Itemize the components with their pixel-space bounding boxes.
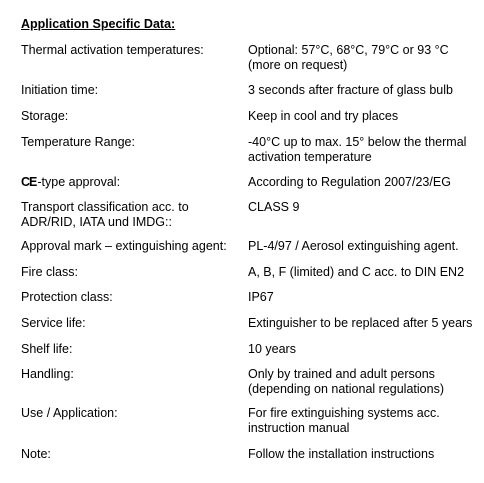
row-label: Approval mark – extinguishing agent: xyxy=(21,239,227,253)
row-label: Transport classification acc. to ADR/RID, IATA und IMDG:: xyxy=(21,200,189,229)
row-label xyxy=(21,175,241,190)
row-label: Service life: xyxy=(21,316,86,330)
row-value: According to Regulation 2007/23/EG xyxy=(248,175,451,189)
row-value: 10 years xyxy=(248,342,296,356)
row-label: Shelf life: xyxy=(21,342,73,356)
row-value: A, B, F (limited) and C acc. to DIN EN2 xyxy=(248,265,465,279)
row-value: Only by trained and adult persons (depending on national regulations) xyxy=(248,367,444,396)
row-value: Follow the installation instructions xyxy=(248,447,435,461)
row-value: For fire extinguishing systems acc. instruction manual xyxy=(248,406,440,435)
row-label: Handling: xyxy=(21,367,74,381)
row-value: CLASS 9 xyxy=(248,200,300,214)
row-label: Thermal activation temperatures: xyxy=(21,43,204,57)
row-label-text: -type approval: xyxy=(37,175,121,189)
row-value: IP67 xyxy=(248,290,274,304)
ce-mark-icon: CE xyxy=(21,175,37,189)
row-label: Note: xyxy=(21,447,51,461)
row-value: PL-4/97 / Aerosol extinguishing agent. xyxy=(248,239,459,253)
row-value: 3 seconds after fracture of glass bulb xyxy=(248,83,453,97)
row-value: -40°C up to max. 15° below the thermal activation temperature xyxy=(248,135,467,164)
row-label: Temperature Range: xyxy=(21,135,135,149)
row-value: Keep in cool and try places xyxy=(248,109,399,123)
row-value: Extinguisher to be replaced after 5 years xyxy=(248,316,473,330)
section-heading: Application Specific Data: xyxy=(21,17,176,31)
row-label: Storage: xyxy=(21,109,69,123)
row-label: Initiation time: xyxy=(21,83,99,97)
row-label: Use / Application: xyxy=(21,406,118,420)
row-label: Fire class: xyxy=(21,265,78,279)
row-value: Optional: 57°C, 68°C, 79°C or 93 °C (more on request) xyxy=(248,43,449,72)
row-label: Protection class: xyxy=(21,290,113,304)
